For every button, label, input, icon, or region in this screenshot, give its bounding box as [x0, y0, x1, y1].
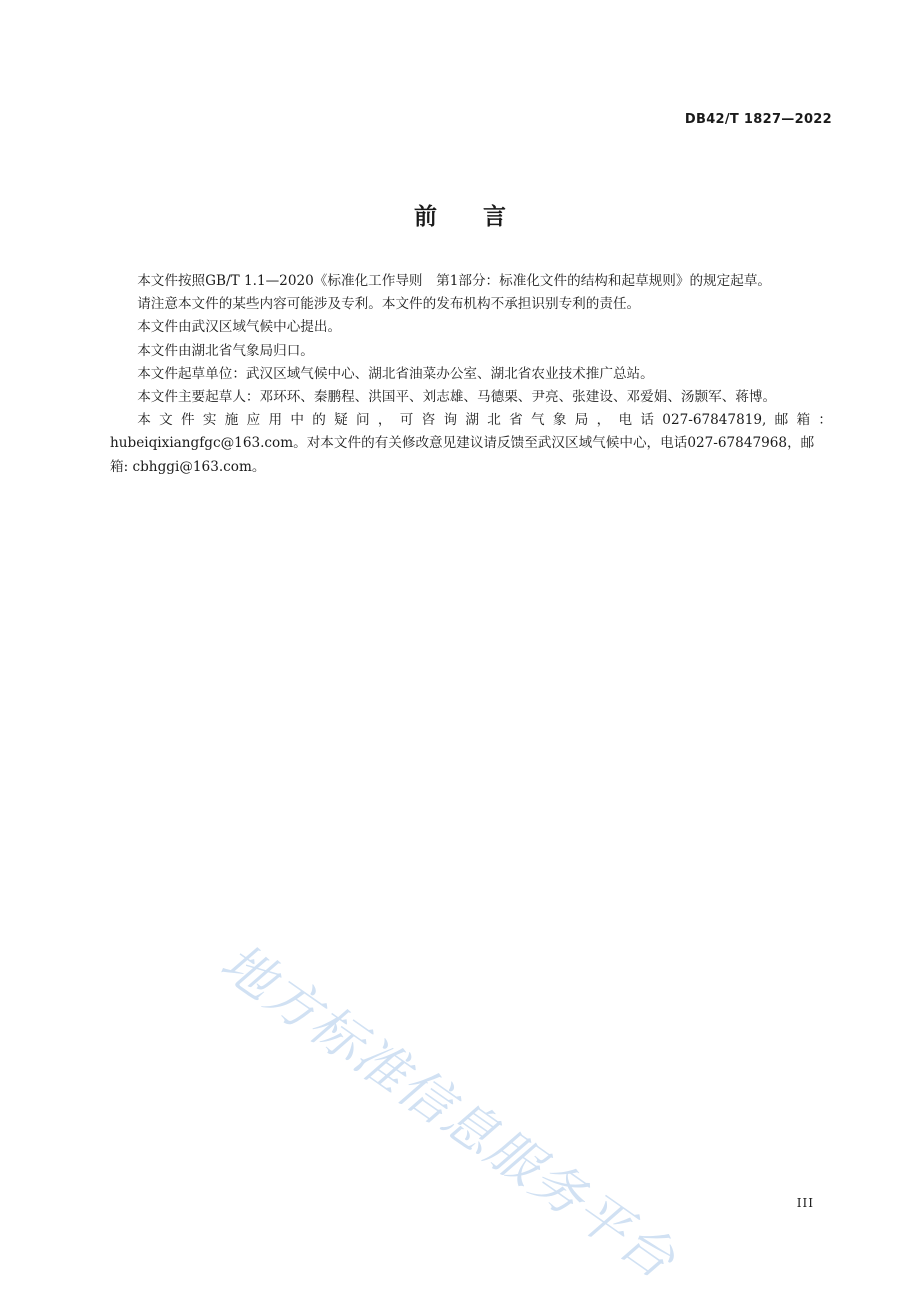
title-char-2: 言	[483, 204, 506, 230]
paragraph-administrator: 本文件由湖北省气象局归口。	[137, 342, 314, 359]
paragraph-proposer: 本文件由武汉区域气候中心提出。	[137, 319, 342, 336]
title-char-1: 前	[414, 204, 437, 230]
paragraph-contact-line-2: hubeiqixiangfgc@163.com。对本文件的有关修改意见建议请反馈至武汉区域气候中心，电话027-67847968，邮箱: cbhggi@163.com。	[110, 435, 815, 475]
page-title	[0, 198, 920, 231]
page-number: III	[796, 1196, 814, 1210]
paragraph-drafters: 本文件主要起草人：邓环环、秦鹏程、洪国平、刘志雄、马德栗、尹亮、张建设、邓爱娟、汤颢军、蒋博。	[137, 389, 777, 406]
paragraph-drafting-rules: 本文件按照GB/T 1.1—2020《标准化工作导则 第1部分：标准化文件的结构和起草规则》的规定起草。	[137, 273, 772, 289]
document-code: DB42/T 1827—2022	[684, 112, 832, 127]
foreword-body	[110, 270, 832, 479]
paragraph-patent-notice: 请注意本文件的某些内容可能涉及专利。本文件的发布机构不承担识别专利的责任。	[137, 296, 641, 313]
watermark: 地方标准信息服务平台	[209, 932, 687, 1292]
paragraph-drafting-units: 本文件起草单位：武汉区域气候中心、湖北省油菜办公室、湖北省农业技术推广总站。	[137, 365, 654, 382]
paragraph-contact-line-1: 本文件实施应用中的疑问，可咨询湖北省气象局，电话027-67847819,邮箱：	[137, 412, 832, 429]
